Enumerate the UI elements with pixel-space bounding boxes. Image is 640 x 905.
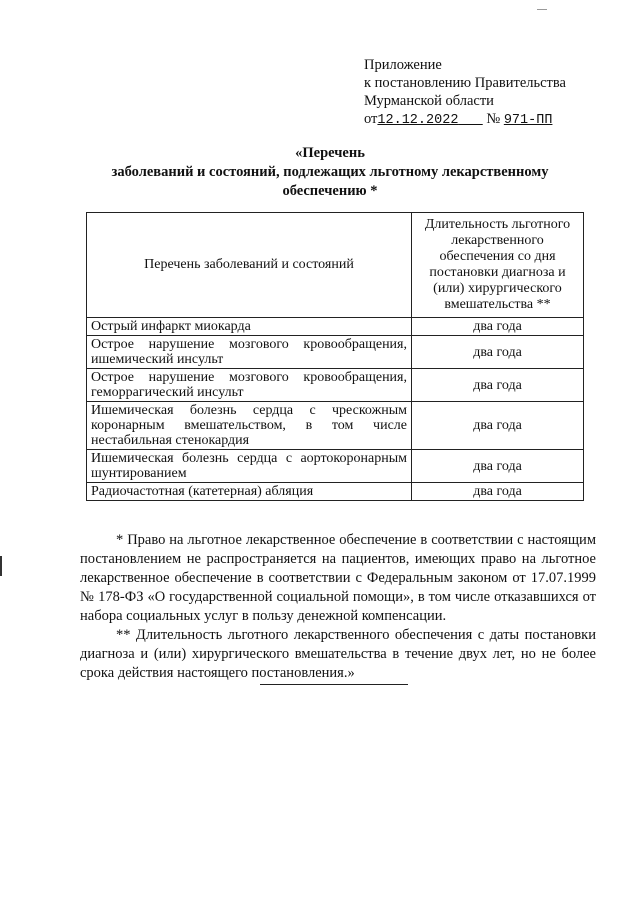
annex-line-3: Мурманской области [364, 93, 494, 109]
disease-name: Ишемическая болезнь сердца с аортокоронарным шунтированием [87, 450, 412, 483]
annex-line-1: Приложение [364, 57, 442, 73]
table-row [87, 369, 584, 402]
duration-value: два года [412, 402, 584, 450]
duration-value: два года [412, 318, 584, 336]
document-title [60, 144, 600, 201]
table-row [87, 318, 584, 336]
table-row [87, 402, 584, 450]
number-prefix: № [486, 111, 501, 127]
resolution-date: 12.12.2022 [377, 113, 459, 128]
annex-line-2: к постановлению Правительства [364, 75, 566, 91]
header-duration: Длительность льготного лекарственного обеспечения со дня постановки диагноза и (или) хирургического вмешательства ** [412, 213, 584, 318]
footnote-2: ** Длительность льготного лекарственного обеспечения с даты постановки диагноза и (или) хирургического вмешательства в течение двух лет, но не более срока действия настоящего постановления.» [80, 627, 596, 681]
duration-value: два года [412, 369, 584, 402]
disease-name: Ишемическая болезнь сердца с чрескожным коронарным вмешательством, в том числе нестабильная стенокардия [87, 402, 412, 450]
table-row [87, 450, 584, 483]
footnotes [80, 531, 596, 683]
table-row [87, 336, 584, 369]
disease-name: Острый инфаркт миокарда [87, 318, 412, 336]
title-line-3: обеспечению * [282, 183, 378, 199]
annex-header [364, 56, 566, 130]
resolution-number: 971-ПП [503, 113, 553, 128]
annex-date-number [364, 110, 566, 130]
disease-name: Радиочастотная (катетерная) абляция [87, 483, 412, 501]
date-prefix: от [364, 111, 378, 127]
duration-value: два года [412, 336, 584, 369]
footnote-1: * Право на льготное лекарственное обеспечение в соответствии с настоящим постановлением не распространяется на пациентов, имеющих право на льготное лекарственное обеспечение в соответствии с Федеральным законом от 17.07.1999 № 178-ФЗ «О государственной социальной помощи», в том числе отказавшихся от набора социальных услуг в пользу денежной компенсации. [80, 532, 596, 624]
title-line-2: заболеваний и состояний, подлежащих льготному лекарственному [111, 164, 549, 180]
diseases-table [86, 212, 584, 501]
title-line-1: «Перечень [295, 145, 365, 161]
margin-mark [0, 556, 2, 576]
table-header-row [87, 213, 584, 318]
header-diseases: Перечень заболеваний и состояний [87, 213, 412, 318]
duration-value: два года [412, 450, 584, 483]
end-divider [260, 684, 408, 685]
disease-name: Острое нарушение мозгового кровообращения, ишемический инсульт [87, 336, 412, 369]
disease-name: Острое нарушение мозгового кровообращения, геморрагический инсульт [87, 369, 412, 402]
table-row [87, 483, 584, 501]
duration-value: два года [412, 483, 584, 501]
scan-mark [537, 9, 547, 10]
